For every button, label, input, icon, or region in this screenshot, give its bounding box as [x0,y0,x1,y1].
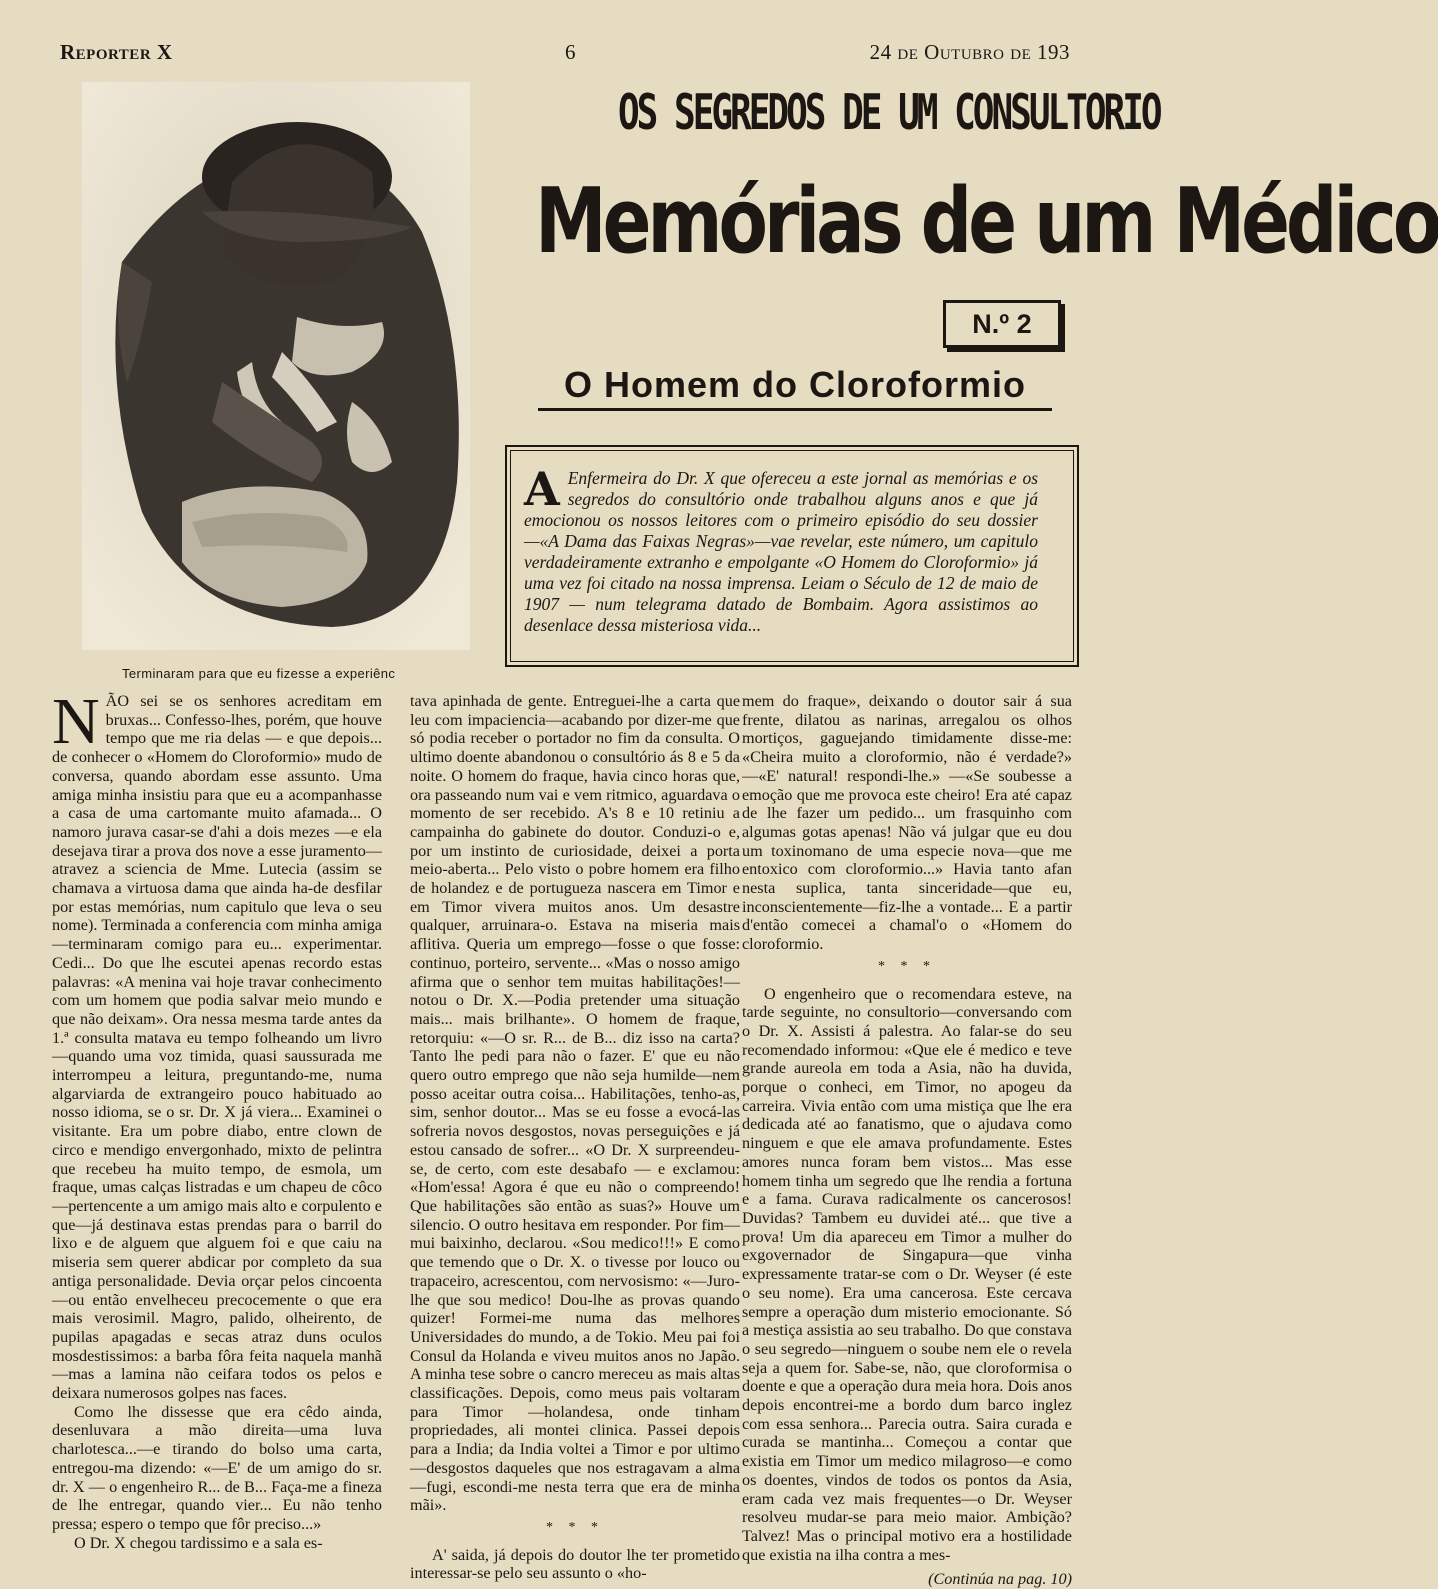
photo-caption: Terminaram para que eu fizesse a experiênc [122,666,396,681]
drop-cap: N [52,685,100,758]
article-column-2 [410,692,740,1583]
page-header [60,40,1070,70]
page-number: 6 [565,40,576,64]
paragraph: A' saida, já depois do doutor lhe ter prometido interessar-se pelo seu assunto o «ho- [410,1545,740,1583]
subtitle-rule [538,408,1052,411]
article-kicker: OS SEGREDOS DE UM CONSULTORIO [618,86,1160,142]
magazine-name: Reporter X [60,40,173,64]
paragraph-text: ÃO sei se os senhores acreditam em bruxas... Confesso-lhes, porém, que houve tempo que me ria delas — e que depois... de conhecer o «Homem do Cloroformio» mudo de conversa, quando abordam esse assunto. Uma amiga minha insistiu para que eu a acompanhasse a casa de uma cartomante muito afamada... O namoro jurava casar-se d'ahi a dois mezes —e ela desejava tirar a prova dos nove a esse juramento—atravez a sciencia de Mme. Lutecia (assim se chamava a virtuosa dama que ainda ha-de desfilar por estas memórias, num capitulo que leva o seu nome). Terminada a conferencia com minha amiga—terminaram comigo para eu... experimentar. Cedi... Do que lhe escutei apenas recordo estas palavras: «A menina vai hoje travar conhecimento com um homem que podia salvar meio mundo e que não deixam». Ora nessa mesma tarde antes da 1.ª consulta matava eu tempo folheando um livro—quando uma voz timida, quasi saussurada me interrompeu a leitura, preguntando-me, numa algarviarda de extrangeiro pouco habituado ao nosso idioma, se o sr. Dr. X já viera... Examinei o visitante. Era um pobre diabo, entre clown de circo e mendigo envergonhado, mixto de pelintra que recebeu ha muito tempo, de esmola, um fraque, umas calças listradas e um chapeu de côco—pertencente a um amigo mais alto e corpulento e que—já destinava estas prendas para o barril do lixo e de alguem que alguem foi e que caiu na miseria sem querer abdicar por completo da sua antiga personalidade. Devia orçar pelos cincoenta—ou então envelheceu precocemente o que era mais verosimil. Magro, palido, olheirento, de pupilas apagadas e secas atraz duns oculos mosdestissimos: a barba fôra feita naquela manhã—mas a lamina não ceifara todos os pelos e deixara numerosos golpes nas faces. [52,692,382,1403]
issue-date: 24 de Outubro de 193 [869,40,1070,64]
paragraph: O Dr. X chegou tardissimo e a sala es- [74,1533,323,1552]
article-column-1 [52,685,382,1552]
paragraph: Como lhe dissesse que era cêdo ainda, desenluvara a mão direita—uma luva charlotesca...—e tirando do bolso uma carta, entregou-ma dizendo: «—E' de um amigo do sr. dr. X — o engenheiro R... de B... Faça-me a fineza de lhe entregar, quando vier... Eu não tenho pressa; espero o tempo que fôr preciso...» [52,1402,382,1533]
paragraph [52,685,382,1403]
paragraph: tava apinhada de gente. Entreguei-lhe a carta que leu com impaciencia—acabando por dizer-me que só podia receber o portador no fim da consulta. O ultimo doente abandonou o consultório ás 8 e 5 da noite. O homem do fraque, havia cinco horas que, ora passeando num vai e vem ritmico, aguardava o momento de ser recebido. A's 8 e 10 retiniu a campainha do gabinete do doutor. Conduzi-o e, por um instinto de curiosidade, deixei a porta meio-aberta... Pelo visto o pobre homem era filho de holandez e de portugueza nascera em Timor e em Timor vivera muitos anos. Um desastre qualquer, arruinara-o. Estava na miseria mais aflitiva. Queria um emprego—fosse o que fosse: continuo, porteiro, servente... «Mas o nosso amigo afirma que o senhor tem muitas habilitações!—notou o Dr. X.—Podia pretender uma situação mais... mais brilhante». O homem de fraque, retorquiu: «—O sr. R... de B... diz isso na carta? Tanto lhe pedi para não o fazer. E' que eu não quero outro emprego que não seja humilde—nem posso aceitar outra coisa... Habilitações, tenho-as, sim, senhor doutor... Mas se eu fosse a evocá-las sofreria novos desgostos, novas perseguições e já estou cansado de sofrer... «O Dr. X surpreendeu-se, de certo, com este desabafo — e exclamou: «Hom'essa! Agora é que eu não o compreendo! Que habilitações são então as suas?» Houve um silencio. O outro hesitava em responder. Por fim—mui baixinho, declarou. «Sou medico!!!» E como que temendo que o Dr. X. o tivesse por louco ou trapaceiro, acrescentou, com nervosismo: «—Juro-lhe que sou medico! Dou-lhe as provas quando quizer! Formei-me numa das melhores Universidades do mundo, a de Tokio. Meu pai foi Consul da Holanda e viveu muitos anos no Japão. A minha tese sobre o cancro mereceu as mais altas classificações. Depois, como meus pais voltaram para Timor —holandesa, onde tinham propriedades, ali montei clinica. Passei depois para a India; da India voltei a Timor e por ultimo—desgostos daqueles que nos estragavam a alma—fugi, escondi-me nesta terra que era de minha mãi». [410,692,740,1515]
article-subtitle: O Homem do Cloroformio [564,364,1026,405]
article-column-3 [742,692,1072,1589]
continued-note: (Continúa na pag. 10) [928,1570,1072,1589]
intro-initial: A [524,462,560,516]
intro-text [524,462,1038,636]
section-stars: * * * [878,958,936,974]
article-photo [82,82,470,650]
photo-illustration [82,82,470,650]
paragraph: mem do fraque», deixando o doutor sair á sua frente, dilatou as narinas, arregalou os olhos mortiços, gaguejando timidamente disse-me: «Cheira muito a cloroformio, não é verdade?» —«E' natural! respondi-lhe.» —«Se soubesse a emoção que me provoca este cheiro! Era até capaz de lhe fazer um pedido... um frasquinho com algumas gotas apenas! Não vá julgar que eu dou um toxinomano de uma especie nova—que me entoxico com cloroformio...» Havia tanto afan nesta suplica, tanta sinceridade—que eu, inconscientemente—fiz-lhe a vontade... E a partir d'então comecei a chamal'o o «Homem do cloroformio. [742,692,1072,954]
section-stars: * * * [546,1519,604,1535]
article-title: Memórias de um Médico [535,168,1438,273]
paragraph: O engenheiro que o recomendara esteve, na tarde seguinte, no consultorio—conversando com o Dr. X. Assisti á palestra. Ao falar-se do seu recomendado informou: «Que ele é medico e teve grande aureola em toda a Asia, não ha duvida, porque o conheci, em Timor, no apogeu da carreira. Vivia então com uma mistiça que lhe era dedicada até ao fanatismo, que o ajudava como ninguem e que ele amava profundamente. Estes amores nunca foram bem vistos... Mas esse homem tinha um segredo que lhe rendia a fortuna e a fama. Curava radicalmente os cancerosos! Duvidas? Tambem eu duvidei até... que tive a prova! Um dia apareceu em Timor a mulher do exgovernador de Singapura—que vinha expressamente tratar-se com o Dr. Weyser (é este o seu nome). Era uma cancerosa. Este cercava sempre a operação dum misterio emocionante. Só a mestiça assistia ao seu trabalho. Do que constava o seu segredo—ninguem o soube nem ele o revela seja a quem for. Sabe-se, não, que cloroformisa o doente e que a operação dura meia hora. Dois anos depois encontrei-me a bordo dum barco inglez com essa senhora... Parecia outra. Saira curada e curada se mantinha... Começou a contar que existia em Timor um medico milagroso—e como os doentes, vindos de todos os pontos da Asia, eram cada vez mais frequentes—o Dr. Weyser resolveu mudar-se para meio maior. Ambição? Talvez! Mas o principal motivo era a hostilidade que existia na ilha contra a mes- [742,984,1072,1564]
issue-number-box: N.º 2 [943,300,1061,348]
intro-body: Enfermeira do Dr. X que ofereceu a este jornal as memórias e os segredos do consultório onde trabalhou alguns anos e que já emocionou os nossos leitores com o primeiro episódio do seu dossier—«A Dama das Faixas Negras»—vae revelar, este número, um capitulo verdadeiramente extranho e empolgante «O Homem do Cloroformio» já uma vez foi citado na nossa imprensa. Leiam o Século de 12 de maio de 1907 — num telegrama datado de Bombaim. Agora assistimos ao desenlace dessa misteriosa vida... [524,468,1038,635]
